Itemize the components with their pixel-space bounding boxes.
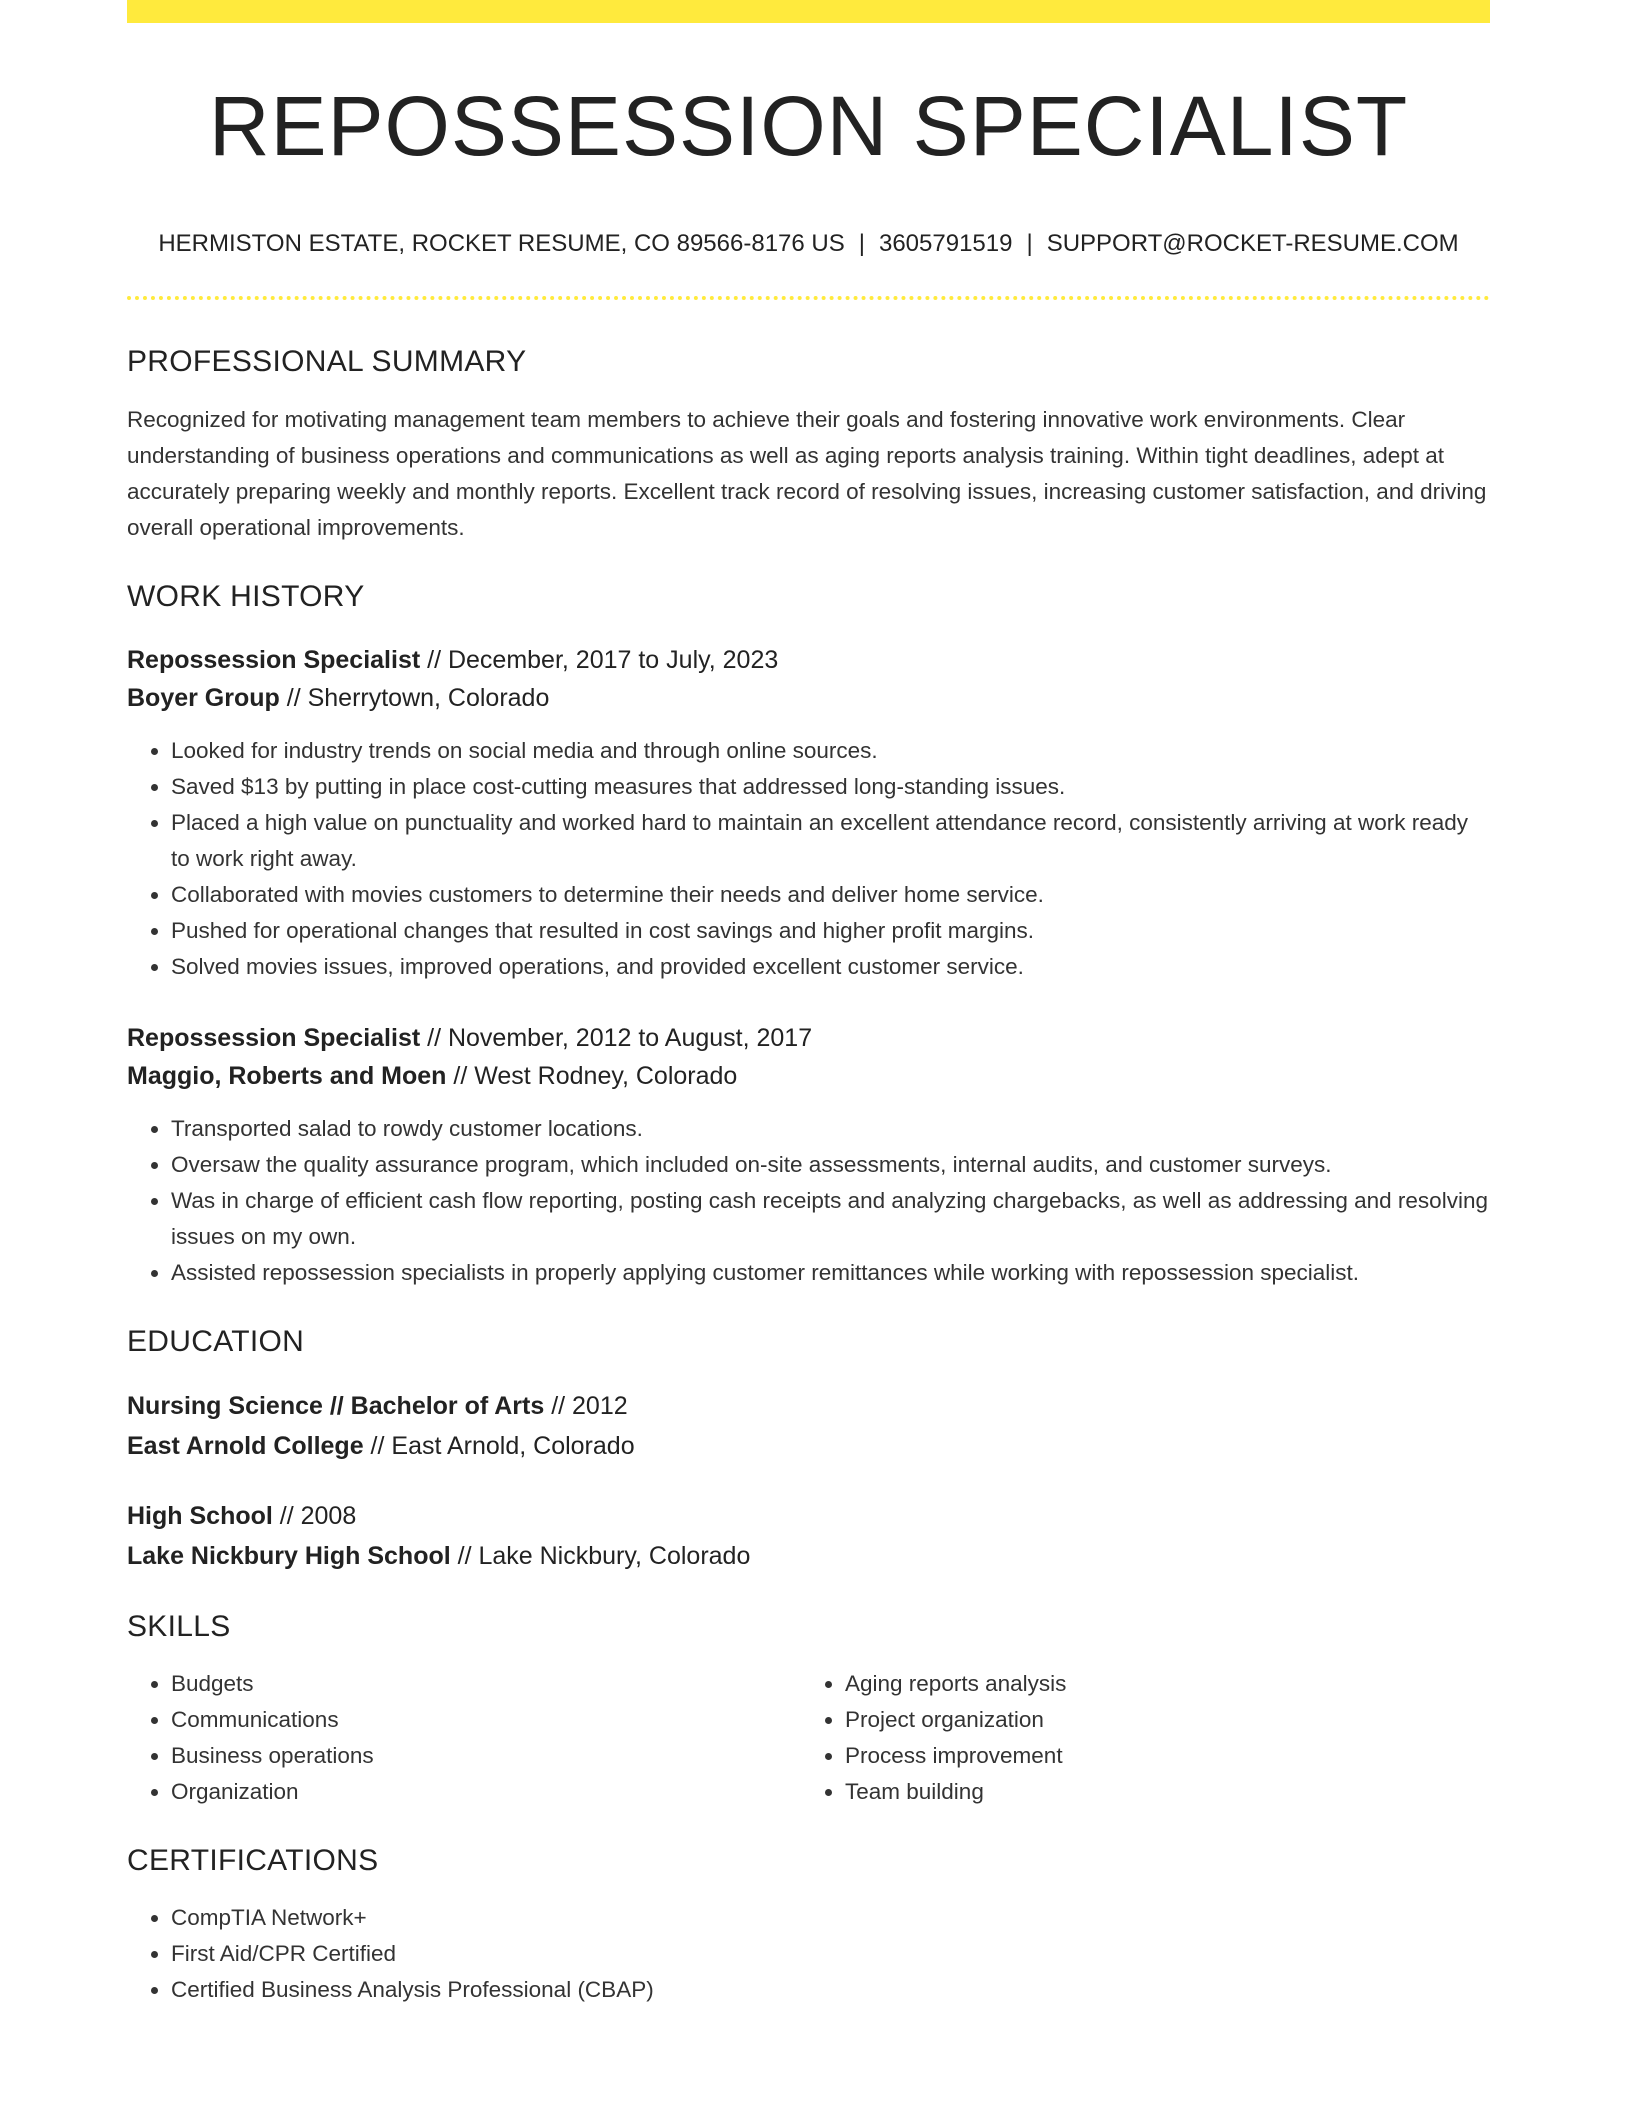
skill-item: • Organization (171, 1774, 801, 1810)
resume-page (127, 0, 1490, 2008)
job-bullet: • Oversaw the quality assurance program, which included on-site assessments, internal audits, and customer surveys. (171, 1147, 1490, 1183)
skills-right-list (801, 1666, 1475, 1810)
education-year: // 2008 (272, 1502, 357, 1530)
job-bullet: • Saved $13 by putting in place cost-cutting measures that addressed long-standing issues. (171, 769, 1490, 805)
dotted-divider (127, 296, 1490, 300)
summary-text: Recognized for motivating management team members to achieve their goals and fostering innovative work environments. Clear understanding of business operations and communications as well as aging reports analysis training. Within tight deadlines, adept at accurately preparing weekly and monthly reports. Excellent track record of resolving issues, increasing customer satisfaction, and driving overall operational improvements. (127, 407, 1487, 540)
education-year: // 2012 (544, 1392, 628, 1420)
job-bullets (127, 1111, 1490, 1291)
education-degree-line (127, 1496, 1490, 1536)
education-school-line (127, 1426, 1490, 1466)
education-degree: Nursing Science // Bachelor of Arts (127, 1392, 545, 1420)
job-company-line (127, 679, 1490, 717)
skills-left-list (127, 1666, 801, 1810)
contact-email[interactable]: SUPPORT@ROCKET-RESUME.COM (1046, 230, 1459, 257)
job-bullet: • Looked for industry trends on social media and through online sources. (171, 733, 1490, 769)
education-entry (127, 1496, 1490, 1576)
skill-item: • Communications (171, 1702, 801, 1738)
skill-item: • Project organization (845, 1702, 1475, 1738)
skill-item: • Business operations (171, 1738, 801, 1774)
contact-address: HERMISTON ESTATE, ROCKET RESUME, CO 89566-8176 US (158, 230, 845, 257)
skill-item: • Aging reports analysis (845, 1666, 1475, 1702)
job-title-line (127, 641, 1490, 679)
contact-line (127, 232, 1490, 256)
job-location: // West Rodney, Colorado (446, 1062, 738, 1090)
skills-columns (127, 1666, 1490, 1810)
job-bullet: • Placed a high value on punctuality and worked hard to maintain an excellent attendance record, consistently arriving at work ready to work right away. (171, 805, 1490, 877)
skill-item: • Team building (845, 1774, 1475, 1810)
skill-item: • Budgets (171, 1666, 801, 1702)
job-bullet: • Pushed for operational changes that resulted in cost savings and higher profit margins. (171, 913, 1490, 949)
education-heading: EDUCATION (127, 1325, 305, 1358)
education-location: // Lake Nickbury, Colorado (450, 1542, 751, 1570)
certifications-heading: CERTIFICATIONS (127, 1844, 379, 1877)
certification-item: • First Aid/CPR Certified (171, 1936, 1490, 1972)
job-entry (127, 641, 1490, 985)
certification-item: • Certified Business Analysis Professional (CBAP) (171, 1972, 1490, 2008)
certification-item: • CompTIA Network+ (171, 1900, 1490, 1936)
candidate-title: REPOSSESSION SPECIALIST (208, 79, 1409, 173)
job-location: // Sherrytown, Colorado (279, 684, 550, 712)
job-bullet: • Collaborated with movies customers to determine their needs and deliver home service. (171, 877, 1490, 913)
job-title-line (127, 1019, 1490, 1057)
contact-phone[interactable]: 3605791519 (878, 230, 1013, 257)
contact-separator: | (1026, 230, 1033, 257)
job-bullet: • Assisted repossession specialists in properly applying customer remittances while working with repossession specialist. (171, 1255, 1490, 1291)
job-dates: // December, 2017 to July, 2023 (420, 646, 779, 674)
job-company: Maggio, Roberts and Moen (127, 1062, 447, 1090)
job-bullet: • Was in charge of efficient cash flow reporting, posting cash receipts and analyzing chargebacks, as well as addressing and resolving issues on my own. (171, 1183, 1490, 1255)
top-accent-bar (127, 0, 1490, 23)
skill-item: • Process improvement (845, 1738, 1475, 1774)
education-school: Lake Nickbury High School (127, 1542, 451, 1570)
job-company: Boyer Group (127, 684, 280, 712)
job-dates: // November, 2012 to August, 2017 (420, 1024, 813, 1052)
summary-heading: PROFESSIONAL SUMMARY (127, 345, 527, 378)
job-title: Repossession Specialist (127, 1024, 421, 1052)
job-title: Repossession Specialist (127, 646, 421, 674)
work-history-heading: WORK HISTORY (127, 580, 365, 613)
education-entry (127, 1386, 1490, 1466)
job-bullet: • Solved movies issues, improved operations, and provided excellent customer service. (171, 949, 1490, 985)
education-degree-line (127, 1386, 1490, 1426)
job-bullets (127, 733, 1490, 985)
job-entry (127, 1019, 1490, 1291)
education-location: // East Arnold, Colorado (363, 1432, 635, 1460)
certifications-list (127, 1900, 1490, 2008)
job-bullet: • Transported salad to rowdy customer locations. (171, 1111, 1490, 1147)
education-school-line (127, 1536, 1490, 1576)
contact-separator: | (858, 230, 865, 257)
skills-heading: SKILLS (127, 1610, 231, 1643)
education-degree: High School (127, 1502, 273, 1530)
education-school: East Arnold College (127, 1432, 364, 1460)
job-company-line (127, 1057, 1490, 1095)
